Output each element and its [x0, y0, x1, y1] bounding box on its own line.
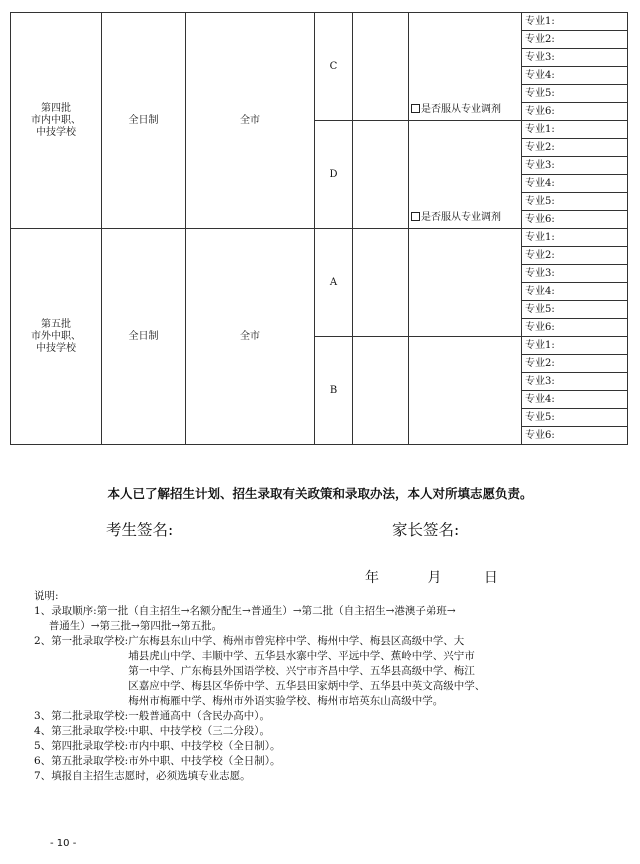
note-lead: 第五批录取学校: — [51, 755, 129, 767]
batch-name-cell — [11, 13, 102, 229]
batch-name-line: 中技学校 — [36, 342, 76, 354]
note-lead: 第三批录取学校: — [51, 725, 129, 737]
adjust-checkbox[interactable] — [411, 212, 420, 221]
note-body — [251, 769, 624, 784]
area-cell: 全市 — [186, 13, 315, 229]
note-lead: 第一批录取学校: — [51, 635, 129, 647]
major-choice-field[interactable]: 专业5: — [522, 193, 628, 211]
school-name-field[interactable] — [353, 337, 409, 445]
note-lead: 第四批录取学校: — [51, 740, 129, 752]
adjust-label: 是否服从专业调剂 — [421, 104, 501, 115]
note-line: 广东梅县东山中学、梅州市曾宪梓中学、梅州中学、梅县区高级中学、大 — [128, 635, 465, 647]
note-item — [34, 604, 624, 634]
note-lead: 填报自主招生志愿时，必须选填专业志愿。 — [51, 770, 251, 782]
area-cell: 全市 — [186, 229, 315, 445]
major-choice-field[interactable]: 专业6: — [522, 319, 628, 337]
major-choice-field[interactable]: 专业5: — [522, 85, 628, 103]
notes-list — [34, 604, 624, 784]
school-group-letter: C — [315, 13, 353, 121]
major-choice-field[interactable]: 专业4: — [522, 391, 628, 409]
note-body — [128, 634, 624, 709]
note-line: 一般普通高中（含民办高中）。 — [128, 710, 270, 722]
adjust-option-cell — [409, 337, 522, 445]
table-row — [11, 229, 628, 247]
note-number: 2、 — [34, 635, 52, 647]
note-item — [34, 724, 624, 739]
notes-section — [34, 589, 624, 784]
school-group-letter: A — [315, 229, 353, 337]
school-group-letter: D — [315, 121, 353, 229]
table-row — [11, 13, 628, 31]
study-mode-cell: 全日制 — [102, 13, 186, 229]
note-item — [34, 739, 624, 754]
major-choice-field[interactable]: 专业1: — [522, 337, 628, 355]
date-line — [365, 567, 498, 587]
page-number: - 10 - — [50, 838, 77, 849]
note-line: 第一中学、广东梅县外国语学校、兴宁市齐昌中学、五华县高级中学、梅江 — [128, 665, 475, 677]
major-choice-field[interactable]: 专业1: — [522, 13, 628, 31]
school-name-field[interactable] — [353, 13, 409, 121]
note-number: 1、 — [34, 605, 52, 617]
student-signature-label: 考生签名: — [106, 521, 174, 539]
school-group-letter: B — [315, 337, 353, 445]
major-choice-field[interactable]: 专业4: — [522, 175, 628, 193]
major-choice-field[interactable]: 专业3: — [522, 373, 628, 391]
note-number: 4、 — [34, 725, 52, 737]
note-item — [34, 769, 624, 784]
adjust-option-cell[interactable] — [409, 121, 522, 229]
batch-name-cell — [11, 229, 102, 445]
note-line: 梅州市梅雁中学、梅州市外语实验学校、梅州市培英东山高级中学。 — [128, 695, 444, 707]
note-line: 第一批（自主招生→名额分配生→普通生）→第二批（自主招生→港澳子弟班→ — [96, 605, 456, 617]
batch-name-line: 市外中职、 — [31, 330, 81, 342]
date-day: 日 — [483, 570, 498, 586]
major-choice-field[interactable]: 专业2: — [522, 31, 628, 49]
study-mode-cell: 全日制 — [102, 229, 186, 445]
note-body — [128, 724, 624, 739]
note-lead: 第二批录取学校: — [51, 710, 129, 722]
parent-signature-label: 家长签名: — [392, 521, 460, 539]
adjust-option-cell — [409, 229, 522, 337]
note-lead: 录取顺序: — [51, 605, 97, 617]
note-body — [128, 739, 624, 754]
notes-title: 说明: — [34, 590, 59, 602]
note-item — [34, 634, 624, 709]
note-item — [34, 754, 624, 769]
major-choice-field[interactable]: 专业5: — [522, 301, 628, 319]
major-choice-field[interactable]: 专业3: — [522, 49, 628, 67]
note-line: 埔县虎山中学、丰顺中学、五华县水寨中学、平远中学、蕉岭中学、兴宁市 — [128, 650, 475, 662]
note-line: 市内中职、中技学校（全日制）。 — [128, 740, 281, 752]
adjust-label: 是否服从专业调剂 — [421, 212, 501, 223]
note-number: 5、 — [34, 740, 52, 752]
note-number: 7、 — [34, 770, 52, 782]
note-line: 市外中职、中技学校（全日制）。 — [128, 755, 281, 767]
major-choice-field[interactable]: 专业6: — [522, 211, 628, 229]
major-choice-field[interactable]: 专业1: — [522, 121, 628, 139]
batch-name-line: 第四批 — [41, 102, 71, 114]
note-body — [128, 754, 624, 769]
major-choice-field[interactable]: 专业1: — [522, 229, 628, 247]
adjust-option-cell[interactable] — [409, 13, 522, 121]
note-line: 区嘉应中学、梅县区华侨中学、五华县田家炳中学、五华县中英文高级中学、 — [128, 680, 486, 692]
volunteer-form-table — [10, 12, 628, 445]
major-choice-field[interactable]: 专业2: — [522, 247, 628, 265]
date-year: 年 — [365, 570, 379, 586]
major-choice-field[interactable]: 专业3: — [522, 157, 628, 175]
major-choice-field[interactable]: 专业2: — [522, 355, 628, 373]
declaration-text: 本人已了解招生计划、招生录取有关政策和录取办法，本人对所填志愿负责。 — [107, 486, 533, 501]
major-choice-field[interactable]: 专业4: — [522, 283, 628, 301]
major-choice-field[interactable]: 专业6: — [522, 427, 628, 445]
batch-name-line: 第五批 — [41, 318, 71, 330]
note-number: 6、 — [34, 755, 52, 767]
note-line: 中职、中技学校（三二分段）。 — [128, 725, 270, 737]
major-choice-field[interactable]: 专业5: — [522, 409, 628, 427]
batch-name-line: 中技学校 — [36, 126, 76, 138]
school-name-field[interactable] — [353, 229, 409, 337]
major-choice-field[interactable]: 专业4: — [522, 67, 628, 85]
date-month: 月 — [427, 570, 442, 586]
note-line: 普通生）→第三批→第四批→第五批。 — [48, 620, 223, 632]
adjust-checkbox[interactable] — [411, 104, 420, 113]
note-number: 3、 — [34, 710, 52, 722]
major-choice-field[interactable]: 专业2: — [522, 139, 628, 157]
note-body — [128, 709, 624, 724]
school-name-field[interactable] — [353, 121, 409, 229]
major-choice-field[interactable]: 专业3: — [522, 265, 628, 283]
batch-name-line: 市内中职、 — [31, 114, 81, 126]
note-item — [34, 709, 624, 724]
major-choice-field[interactable]: 专业6: — [522, 103, 628, 121]
